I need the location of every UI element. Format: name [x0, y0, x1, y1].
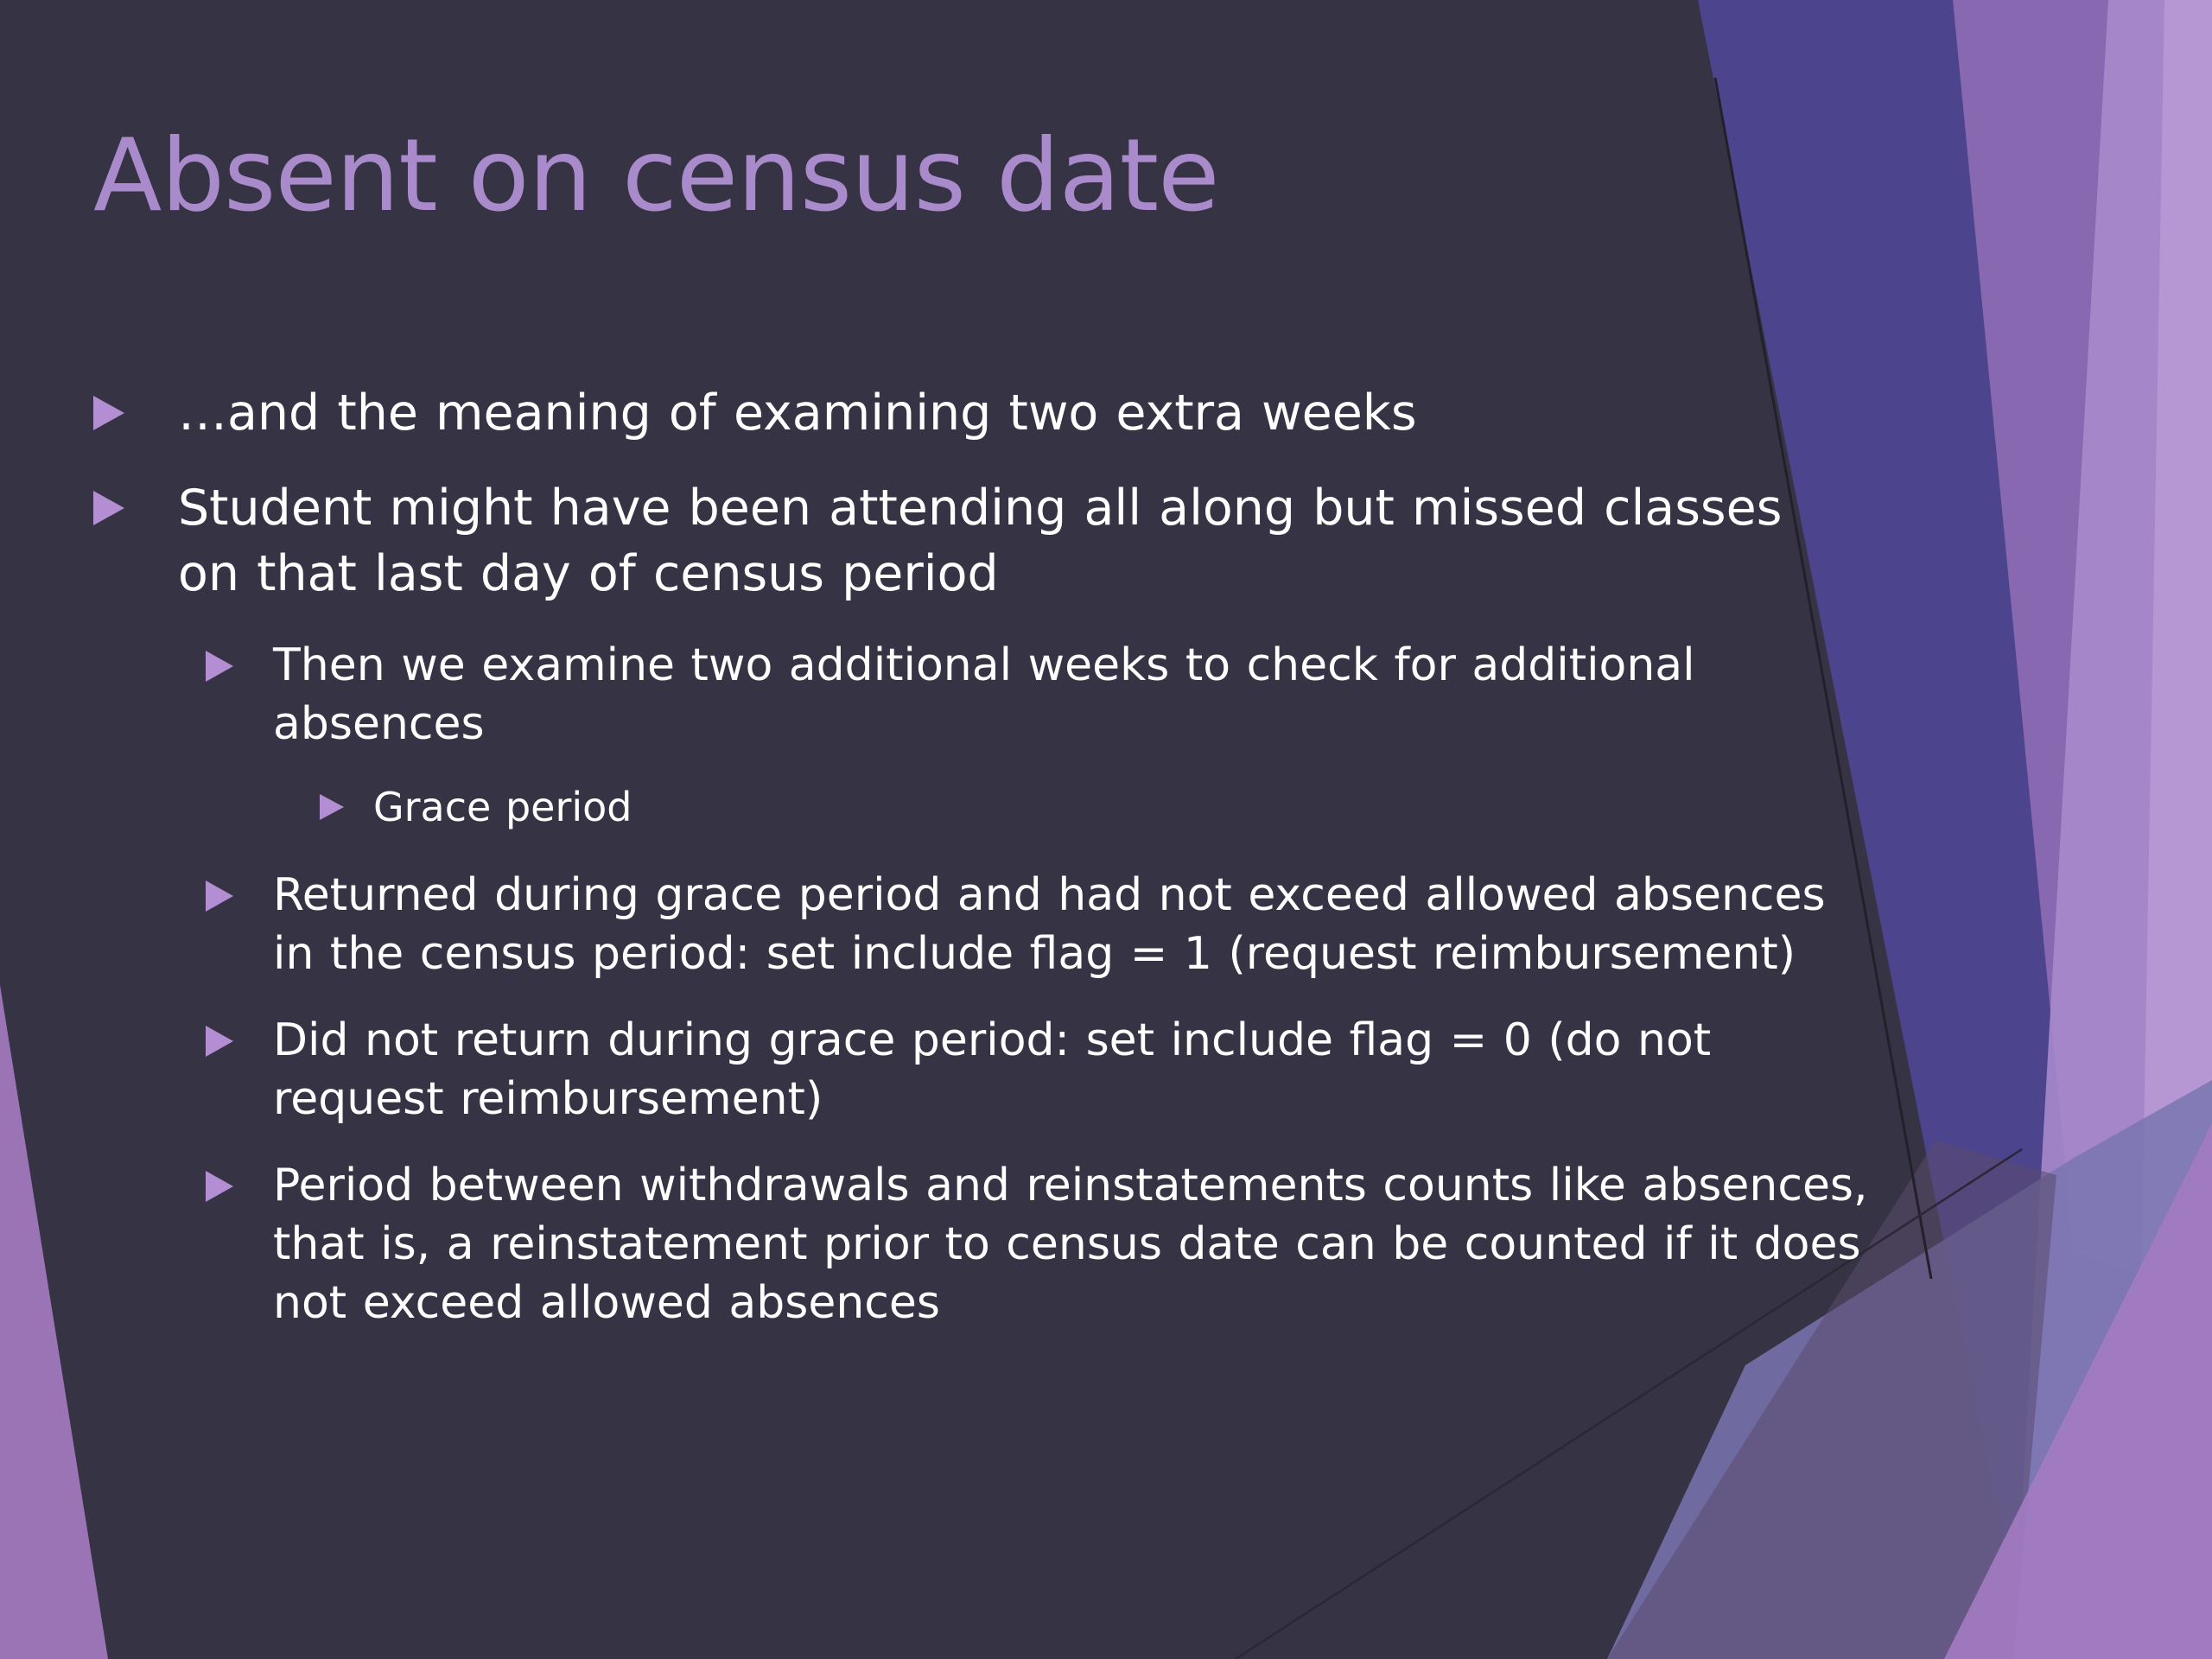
- sub-bullet-item: [206, 636, 1880, 753]
- sub-bullet-item: [206, 1156, 1880, 1332]
- bullet-text: …and the meaning of examining two extra weeks: [178, 385, 1417, 442]
- slide-title: Absent on census date: [93, 118, 1219, 234]
- bullet-item: [93, 380, 1856, 446]
- triangle-bullet-icon: [320, 794, 344, 820]
- sub-bullet-text: Period between withdrawals and reinstatements counts like absences, that is, a reinstatement prior to census date can be counted if it does not exceed allowed absences: [273, 1160, 1868, 1329]
- triangle-bullet-icon: [206, 1026, 233, 1057]
- sub-bullet-text: Did not return during grace period: set include flag = 0 (do not request reimbursement): [273, 1014, 1712, 1125]
- left-purple-facet: [0, 985, 108, 1659]
- bullet-list: [93, 380, 1868, 1360]
- triangle-bullet-icon: [93, 396, 124, 430]
- sub-sub-bullet-item: [320, 781, 1856, 833]
- bullet-text: Student might have been attending all along but missed classes on that last day of census period: [178, 480, 1783, 602]
- triangle-bullet-icon: [206, 651, 233, 682]
- triangle-bullet-icon: [206, 880, 233, 912]
- triangle-bullet-icon: [206, 1171, 233, 1202]
- sub-sub-bullet-text: Grace period: [373, 784, 632, 830]
- sub-bullet-item: [206, 866, 1880, 983]
- sub-bullet-text: Returned during grace period and had not exceed allowed absences in the census period: set include flag = 1 (request reimbursement): [273, 869, 1826, 980]
- triangle-bullet-icon: [93, 491, 124, 525]
- bullet-item: [93, 475, 1856, 607]
- sub-bullet-text: Then we examine two additional weeks to check for additional absences: [273, 639, 1695, 750]
- sub-bullet-item: [206, 1011, 1880, 1128]
